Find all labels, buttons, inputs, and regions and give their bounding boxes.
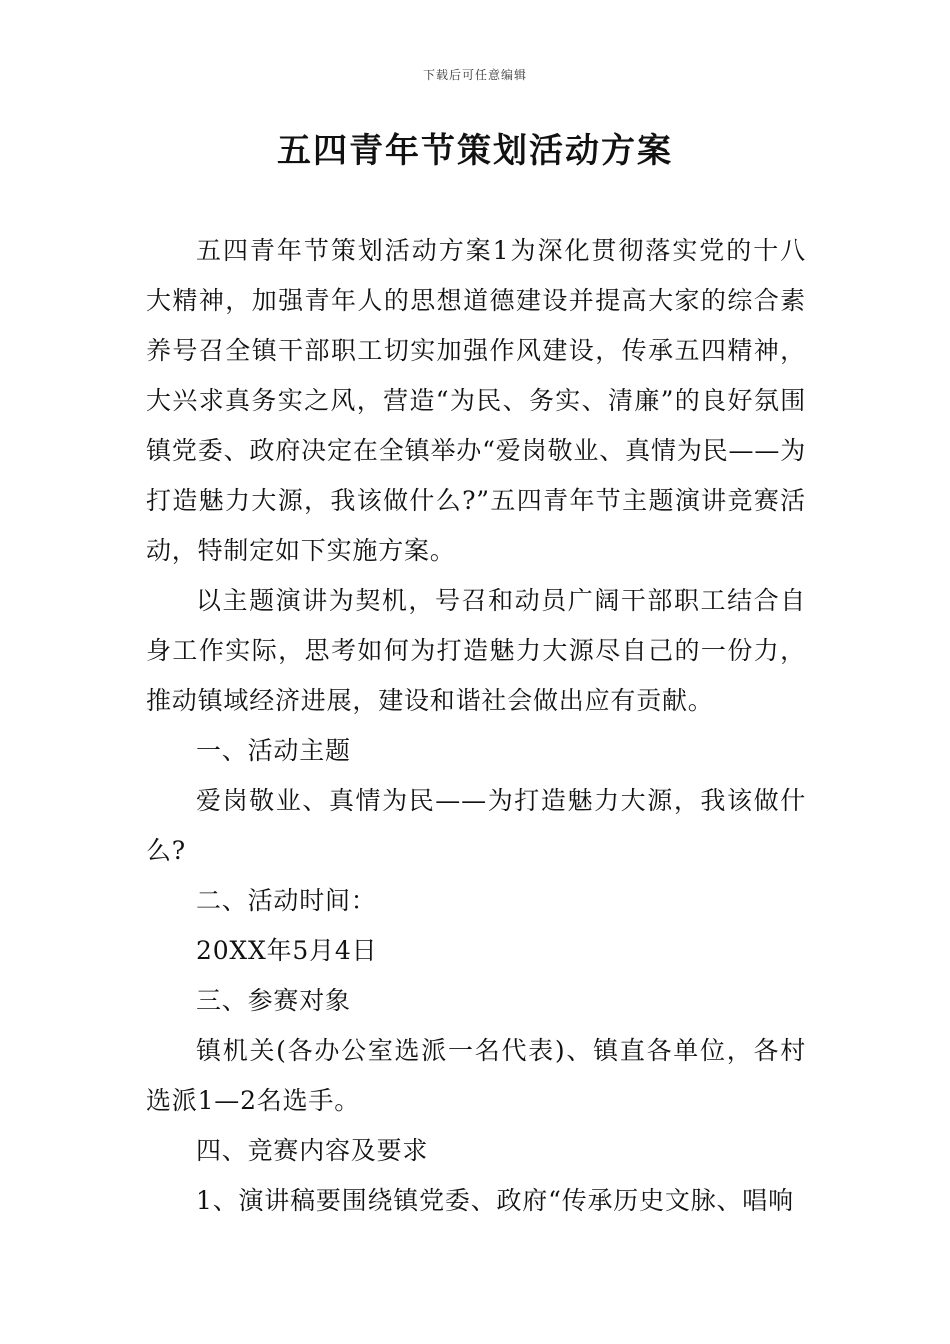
paragraph-participants: 镇机关(各办公室选派一名代表)、镇直各单位，各村选派1—2名选手。 bbox=[146, 1036, 806, 1115]
paragraph-intro: 五四青年节策划活动方案1为深化贯彻落实党的十八大精神，加强青年人的思想道德建设并提高大家的综合素养号召全镇干部职工切实加强作风建设，传承五四精神，大兴求真务实之风，营造“为民、务实、清廉”的良好氛围镇党委、政府决定在全镇举办“爱岗敬业、真情为民——为打造魅力大源，我该做什么?”五四青年节主题演讲竞赛活动，特制定如下实施方案。 bbox=[146, 236, 806, 565]
paragraph-theme: 爱岗敬业、真情为民——为打造魅力大源，我该做什么? bbox=[146, 786, 806, 865]
section-heading-content: 四、竞赛内容及要求 bbox=[196, 1136, 429, 1165]
section-heading-theme: 一、活动主题 bbox=[196, 736, 351, 765]
paragraph-time: 20XX年5月4日 bbox=[196, 936, 378, 965]
page-title: 五四青年节策划活动方案 bbox=[277, 131, 673, 171]
paragraph-purpose: 以主题演讲为契机，号召和动员广阔干部职工结合自身工作实际，思考如何为打造魅力大源尽自己的一份力，推动镇域经济进展，建设和谐社会做出应有贡献。 bbox=[146, 586, 806, 715]
paragraph-content-1: 1、演讲稿要围绕镇党委、政府“传承历史文脉、唱响 bbox=[196, 1186, 794, 1215]
header-note: 下载后可任意编辑 bbox=[422, 68, 527, 82]
document-body bbox=[146, 226, 806, 1226]
section-heading-time: 二、活动时间： bbox=[196, 886, 377, 915]
section-heading-participants: 三、参赛对象 bbox=[196, 986, 351, 1015]
